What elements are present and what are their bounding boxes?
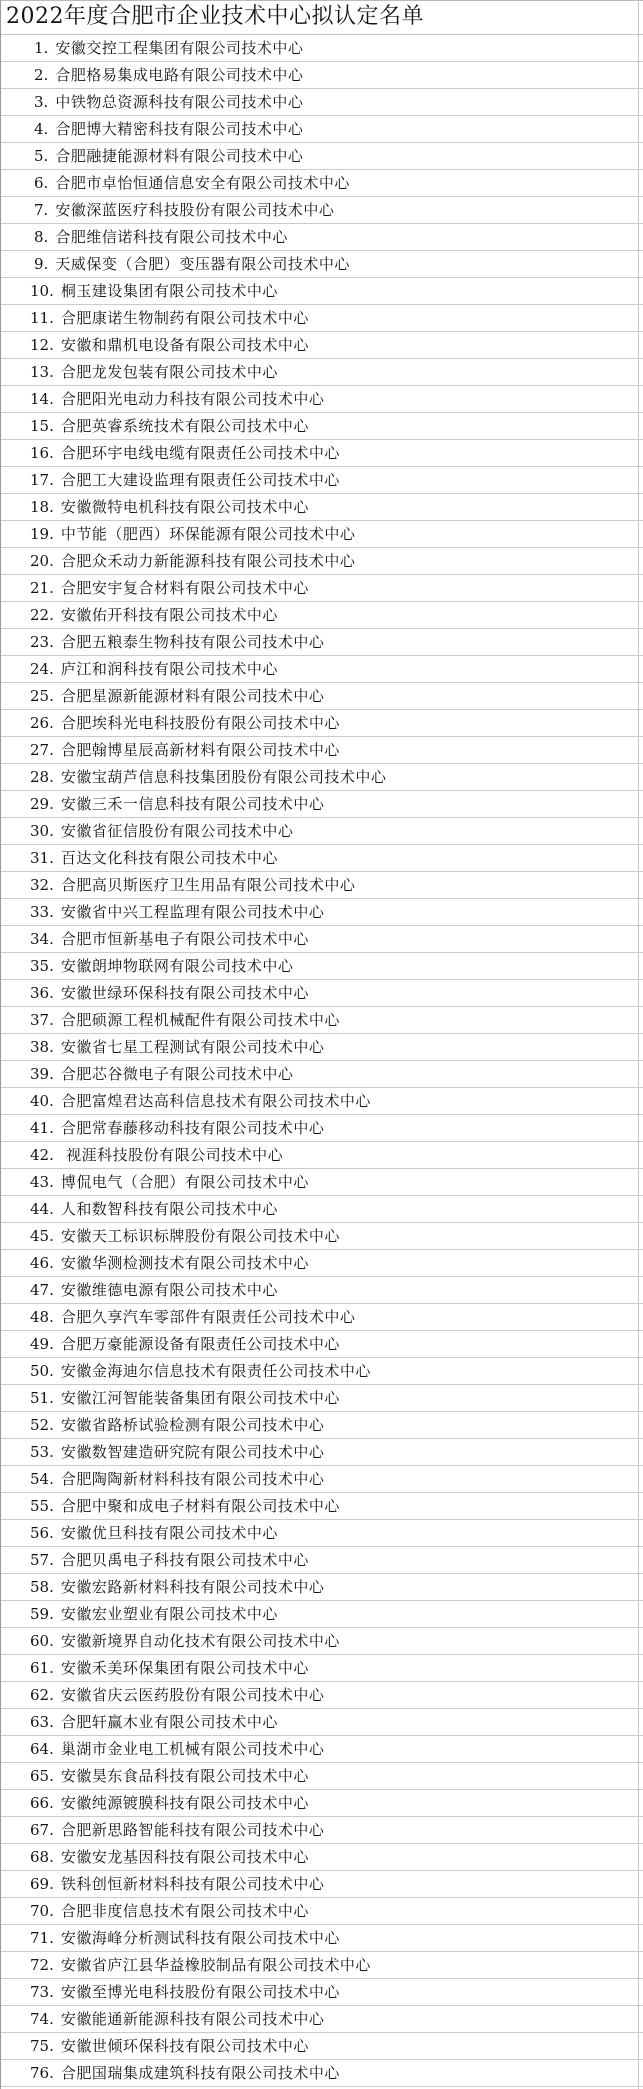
- list-item-number: 56.: [30, 1524, 54, 1542]
- list-item: [1, 1520, 643, 1547]
- list-item: [1, 1547, 643, 1574]
- list-item-number: 11.: [30, 309, 54, 327]
- list-item-number: 61.: [30, 1659, 54, 1677]
- list-item-name: 安徽朗坤物联网有限公司技术中心: [60, 957, 294, 975]
- list-item: [1, 980, 643, 1007]
- list-item-number: 68.: [30, 1848, 54, 1866]
- list-item-name: 百达文化科技有限公司技术中心: [60, 849, 278, 867]
- list-item-name: 安徽金海迪尔信息技术有限责任公司技术中心: [60, 1362, 371, 1380]
- list-item: [1, 143, 643, 170]
- list-item-number: 39.: [30, 1065, 54, 1083]
- list-item-name: 安徽天工标识标牌股份有限公司技术中心: [60, 1227, 340, 1245]
- list-item-number: 34.: [30, 930, 54, 948]
- list-item: [1, 1034, 643, 1061]
- list-item-number: 15.: [30, 417, 54, 435]
- list-item-number: 32.: [30, 876, 54, 894]
- list-item-name: 安徽江河智能装备集团有限公司技术中心: [60, 1389, 340, 1407]
- list-item: [1, 1898, 643, 1925]
- list-item-name: 安徽世倾环保科技有限公司技术中心: [60, 2037, 309, 2055]
- list-item-number: 19.: [30, 525, 54, 543]
- list-item: [1, 845, 643, 872]
- list-item: [1, 1817, 643, 1844]
- list-item-name: 合肥格易集成电路有限公司技术中心: [55, 66, 304, 84]
- list-item-number: 54.: [30, 1470, 54, 1488]
- list-item-name: 合肥芯谷微电子有限公司技术中心: [60, 1065, 294, 1083]
- list-item-name: 安徽宏业塑业有限公司技术中心: [60, 1605, 278, 1623]
- list-item-name: 合肥市卓怡恒通信息安全有限公司技术中心: [55, 174, 350, 192]
- list-item: [1, 494, 643, 521]
- list-item-number: 25.: [30, 687, 54, 705]
- list-item-name: 安徽交控工程集团有限公司技术中心: [55, 39, 304, 57]
- list-item-name: 安徽至博光电科技股份有限公司技术中心: [60, 1983, 340, 2001]
- list-item: [1, 332, 643, 359]
- list-item: [1, 710, 643, 737]
- list-item-name: 安徽能通新能源科技有限公司技术中心: [60, 2010, 325, 2028]
- list-item-name: 人和数智科技有限公司技术中心: [60, 1200, 278, 1218]
- list-item-number: 3.: [34, 93, 49, 111]
- list-item-name: 安徽昊东食品科技有限公司技术中心: [60, 1767, 309, 1785]
- list-item: [1, 1466, 643, 1493]
- list-item-number: 40.: [30, 1092, 54, 1110]
- list-item: [1, 413, 643, 440]
- list-item-name: 安徽省七星工程测试有限公司技术中心: [60, 1038, 325, 1056]
- list-item: [1, 818, 643, 845]
- list-item: [1, 953, 643, 980]
- list-item-number: 51.: [30, 1389, 54, 1407]
- list-item: [1, 1628, 643, 1655]
- list-item: [1, 1871, 643, 1898]
- list-item-number: 18.: [30, 498, 54, 516]
- list-item: [1, 116, 643, 143]
- list-item: [1, 251, 643, 278]
- list-item: [1, 1439, 643, 1466]
- list-item: [1, 602, 643, 629]
- list-item: [1, 683, 643, 710]
- list-item-name: 铁科创恒新材料科技有限公司技术中心: [60, 1875, 325, 1893]
- list-item-name: 合肥翰博星辰高新材料有限公司技术中心: [60, 741, 340, 759]
- list-item: [1, 548, 643, 575]
- list-item-number: 59.: [30, 1605, 54, 1623]
- list-item: [1, 791, 643, 818]
- list-item-name: 合肥埃科光电科技股份有限公司技术中心: [60, 714, 340, 732]
- list-item-number: 43.: [30, 1173, 54, 1191]
- list-item-number: 2.: [34, 66, 49, 84]
- list-item-name: 安徽省征信股份有限公司技术中心: [60, 822, 294, 840]
- list-item: [1, 1007, 643, 1034]
- list-item-name: 合肥工大建设监理有限责任公司技术中心: [60, 471, 340, 489]
- list-item-name: 合肥贝禹电子科技有限公司技术中心: [60, 1551, 309, 1569]
- list-item-name: 中节能（肥西）环保能源有限公司技术中心: [60, 525, 356, 543]
- list-item-name: 安徽安龙基因科技有限公司技术中心: [60, 1848, 309, 1866]
- list-item-name: 巢湖市金业电工机械有限公司技术中心: [60, 1740, 325, 1758]
- list-item: [1, 305, 643, 332]
- list-item-number: 27.: [30, 741, 54, 759]
- table-right-border: [638, 1, 639, 2089]
- list-item-number: 10.: [30, 282, 54, 300]
- list-item-name: 安徽华测检测技术有限公司技术中心: [60, 1254, 309, 1272]
- list-item: [1, 2006, 643, 2033]
- list-item-number: 71.: [30, 1929, 54, 1947]
- list-item-number: 64.: [30, 1740, 54, 1758]
- list-item: [1, 1844, 643, 1871]
- list-item-name: 合肥星源新能源材料有限公司技术中心: [60, 687, 325, 705]
- list-item-number: 20.: [30, 552, 54, 570]
- list-item: [1, 359, 643, 386]
- list-item: [1, 1925, 643, 1952]
- list-item-number: 58.: [30, 1578, 54, 1596]
- list-item-number: 1.: [34, 39, 49, 57]
- list-item-number: 36.: [30, 984, 54, 1002]
- list-item: [1, 872, 643, 899]
- list-item-name: 合肥融捷能源材料有限公司技术中心: [55, 147, 304, 165]
- list-item-number: 62.: [30, 1686, 54, 1704]
- list-item-number: 30.: [30, 822, 54, 840]
- list-item-name: 中铁物总资源科技有限公司技术中心: [55, 93, 304, 111]
- list-item-number: 31.: [30, 849, 54, 867]
- list-item-number: 41.: [30, 1119, 54, 1137]
- list-item-number: 24.: [30, 660, 54, 678]
- list-item-number: 57.: [30, 1551, 54, 1569]
- list-item-number: 53.: [30, 1443, 54, 1461]
- list-item-name: 合肥高贝斯医疗卫生用品有限公司技术中心: [60, 876, 356, 894]
- list-item: [1, 440, 643, 467]
- list-item: [1, 1493, 643, 1520]
- list-item: [1, 521, 643, 548]
- list-item-number: 23.: [30, 633, 54, 651]
- list-item-name: 安徽省庆云医药股份有限公司技术中心: [60, 1686, 325, 1704]
- list-item-number: 63.: [30, 1713, 54, 1731]
- list-item-name: 合肥龙发包装有限公司技术中心: [60, 363, 278, 381]
- list-item-name: 安徽省中兴工程监理有限公司技术中心: [60, 903, 325, 921]
- list-item-number: 75.: [30, 2037, 54, 2055]
- list-item-number: 4.: [34, 120, 49, 138]
- list-item: [1, 1277, 643, 1304]
- list-item: [1, 1169, 643, 1196]
- list-item: [1, 1331, 643, 1358]
- list-item: [1, 62, 643, 89]
- list-item: [1, 656, 643, 683]
- list-item-name: 合肥非度信息技术有限公司技术中心: [60, 1902, 309, 1920]
- list-item: [1, 1196, 643, 1223]
- list-item-number: 46.: [30, 1254, 54, 1272]
- list-item-name: 安徽纯源镀膜科技有限公司技术中心: [60, 1794, 309, 1812]
- list-item-name: 合肥安宇复合材料有限公司技术中心: [60, 579, 309, 597]
- list-item-number: 12.: [30, 336, 54, 354]
- list-item-number: 13.: [30, 363, 54, 381]
- list-item-name: 安徽宝葫芦信息科技集团股份有限公司技术中心: [60, 768, 387, 786]
- list-item: [1, 1682, 643, 1709]
- list-item: [1, 197, 643, 224]
- list-item-number: 26.: [30, 714, 54, 732]
- list-item-number: 37.: [30, 1011, 54, 1029]
- list-item-number: 73.: [30, 1983, 54, 2001]
- list-item: [1, 278, 643, 305]
- list-item-name: 合肥博大精密科技有限公司技术中心: [55, 120, 304, 138]
- list-item-name: 安徽微特电机科技有限公司技术中心: [60, 498, 309, 516]
- list-item: [1, 1385, 643, 1412]
- list-item: [1, 1250, 643, 1277]
- list-item-number: 14.: [30, 390, 54, 408]
- list-item-name: 安徽禾美环保集团有限公司技术中心: [60, 1659, 309, 1677]
- list-item-number: 5.: [34, 147, 49, 165]
- list-item-name: 安徽维德电源有限公司技术中心: [60, 1281, 278, 1299]
- list-item-name: 合肥陶陶新材料科技有限公司技术中心: [60, 1470, 325, 1488]
- list-item: [1, 926, 643, 953]
- list-item-name: 合肥硕源工程机械配件有限公司技术中心: [60, 1011, 340, 1029]
- list-item: [1, 629, 643, 656]
- list-item: [1, 1223, 643, 1250]
- list-item-number: 8.: [34, 228, 49, 246]
- list-item-number: 49.: [30, 1335, 54, 1353]
- list-item-name: 合肥中聚和成电子材料有限公司技术中心: [60, 1497, 340, 1515]
- list-item-name: 天威保变（合肥）变压器有限公司技术中心: [55, 255, 350, 273]
- list-item-number: 65.: [30, 1767, 54, 1785]
- list-item-name: 安徽和鼎机电设备有限公司技术中心: [60, 336, 309, 354]
- list-item-name: 安徽省庐江县华益橡胶制品有限公司技术中心: [60, 1956, 371, 1974]
- list-item-name: 合肥万豪能源设备有限责任公司技术中心: [60, 1335, 340, 1353]
- list-item-number: 72.: [30, 1956, 54, 1974]
- list-item-number: 47.: [30, 1281, 54, 1299]
- list-item-number: 42.: [30, 1146, 54, 1164]
- list-item-name: 合肥轩赢木业有限公司技术中心: [60, 1713, 278, 1731]
- list-item-name: 合肥众禾动力新能源科技有限公司技术中心: [60, 552, 356, 570]
- list-item-number: 48.: [30, 1308, 54, 1326]
- list-item: [1, 2033, 643, 2060]
- list-item-number: 9.: [34, 255, 49, 273]
- list-item-number: 52.: [30, 1416, 54, 1434]
- list-item-number: 76.: [30, 2064, 54, 2082]
- list-item-number: 6.: [34, 174, 49, 192]
- list-item: [1, 1790, 643, 1817]
- list-item-name: 安徽优旦科技有限公司技术中心: [60, 1524, 278, 1542]
- list-item-number: 17.: [30, 471, 54, 489]
- list-item-number: 28.: [30, 768, 54, 786]
- list-item: [1, 467, 643, 494]
- list-item-name: 合肥久享汽车零部件有限责任公司技术中心: [60, 1308, 356, 1326]
- list-item-name: 安徽三禾一信息科技有限公司技术中心: [60, 795, 325, 813]
- list-item-name: 合肥康诺生物制药有限公司技术中心: [60, 309, 309, 327]
- list-item: [1, 1115, 643, 1142]
- list-item: [1, 1412, 643, 1439]
- list-item-number: 21.: [30, 579, 54, 597]
- list-item-name: 合肥环宇电线电缆有限责任公司技术中心: [60, 444, 340, 462]
- list-item-name: 合肥国瑞集成建筑科技有限公司技术中心: [60, 2064, 340, 2082]
- list-item-name: 合肥五粮泰生物科技有限公司技术中心: [60, 633, 325, 651]
- company-list: [1, 35, 643, 2087]
- list-item: [1, 1763, 643, 1790]
- list-item-name: 庐江和润科技有限公司技术中心: [60, 660, 278, 678]
- list-item: [1, 1736, 643, 1763]
- list-item-name: 博侃电气（合肥）有限公司技术中心: [60, 1173, 309, 1191]
- list-item: [1, 1088, 643, 1115]
- list-item-name: 视涯科技股份有限公司技术中心: [60, 1146, 284, 1164]
- list-item-number: 66.: [30, 1794, 54, 1812]
- list-item-name: 安徽数智建造研究院有限公司技术中心: [60, 1443, 325, 1461]
- list-item-number: 50.: [30, 1362, 54, 1380]
- list-item: [1, 170, 643, 197]
- list-item-name: 合肥新思路智能科技有限公司技术中心: [60, 1821, 325, 1839]
- list-item: [1, 224, 643, 251]
- list-item-number: 74.: [30, 2010, 54, 2028]
- list-item: [1, 1142, 643, 1169]
- list-item: [1, 1952, 643, 1979]
- list-item-number: 60.: [30, 1632, 54, 1650]
- list-item-number: 16.: [30, 444, 54, 462]
- list-item-name: 合肥常春藤移动科技有限公司技术中心: [60, 1119, 325, 1137]
- list-item: [1, 1655, 643, 1682]
- list-item-number: 69.: [30, 1875, 54, 1893]
- list-item: [1, 737, 643, 764]
- list-item-number: 33.: [30, 903, 54, 921]
- list-item-name: 合肥维信诺科技有限公司技术中心: [55, 228, 288, 246]
- list-item-number: 70.: [30, 1902, 54, 1920]
- list-item: [1, 899, 643, 926]
- list-item-number: 67.: [30, 1821, 54, 1839]
- list-item: [1, 575, 643, 602]
- list-item-name: 安徽新境界自动化技术有限公司技术中心: [60, 1632, 340, 1650]
- list-item-name: 桐玉建设集团有限公司技术中心: [60, 282, 278, 300]
- list-item-number: 22.: [30, 606, 54, 624]
- page-title: 2022年度合肥市企业技术中心拟认定名单: [1, 1, 643, 35]
- list-item-name: 安徽省路桥试验检测有限公司技术中心: [60, 1416, 325, 1434]
- list-item: [1, 764, 643, 791]
- list-item-name: 安徽世绿环保科技有限公司技术中心: [60, 984, 309, 1002]
- list-item-number: 35.: [30, 957, 54, 975]
- list-item: [1, 386, 643, 413]
- list-item: [1, 1601, 643, 1628]
- list-item-name: 安徽深蓝医疗科技股份有限公司技术中心: [55, 201, 335, 219]
- list-item: [1, 2060, 643, 2087]
- list-item-number: 38.: [30, 1038, 54, 1056]
- list-item-name: 安徽宏路新材料科技有限公司技术中心: [60, 1578, 325, 1596]
- list-item-number: 44.: [30, 1200, 54, 1218]
- list-item: [1, 1979, 643, 2006]
- list-item: [1, 1061, 643, 1088]
- list-item-number: 55.: [30, 1497, 54, 1515]
- list-item-name: 合肥富煌君达高科信息技术有限公司技术中心: [60, 1092, 371, 1110]
- list-item: [1, 1709, 643, 1736]
- list-item-name: 安徽海峰分析测试科技有限公司技术中心: [60, 1929, 340, 1947]
- list-item-name: 合肥阳光电动力科技有限公司技术中心: [60, 390, 325, 408]
- list-item: [1, 35, 643, 62]
- list-item: [1, 1358, 643, 1385]
- list-item-number: 29.: [30, 795, 54, 813]
- list-item-name: 安徽佑开科技有限公司技术中心: [60, 606, 278, 624]
- list-item-number: 7.: [34, 201, 49, 219]
- list-item-name: 合肥英睿系统技术有限公司技术中心: [60, 417, 309, 435]
- list-item: [1, 89, 643, 116]
- list-item-name: 合肥市恒新基电子有限公司技术中心: [60, 930, 309, 948]
- list-item-number: 45.: [30, 1227, 54, 1245]
- list-item: [1, 1304, 643, 1331]
- list-item: [1, 1574, 643, 1601]
